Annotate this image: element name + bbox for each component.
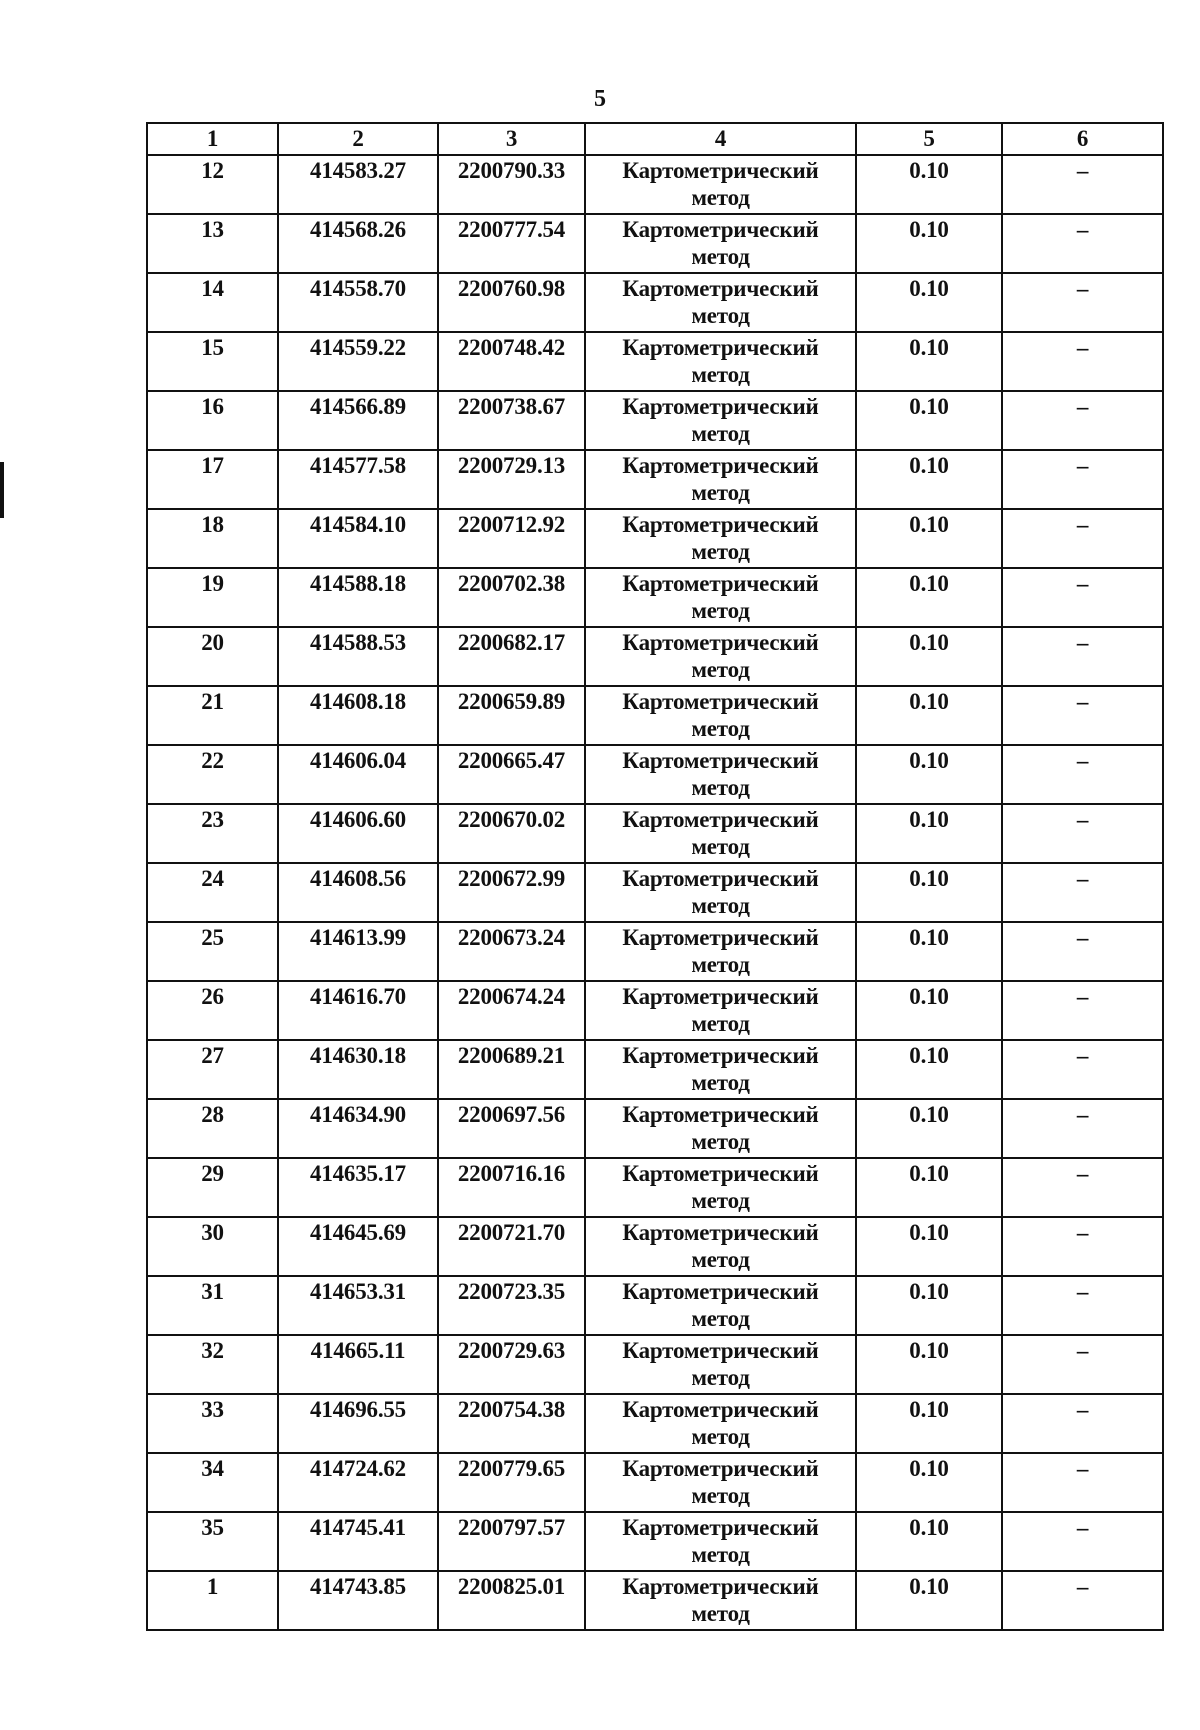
x-coordinate-cell: 414645.69 [278,1217,438,1276]
header-cell-6: 6 [1002,123,1163,155]
x-coordinate-cell: 414588.18 [278,568,438,627]
note-cell: – [1002,804,1163,863]
table-row [147,214,1163,273]
x-coordinate-cell: 414566.89 [278,391,438,450]
accuracy-cell: 0.10 [856,214,1002,273]
method-cell: Картометрический метод [585,214,856,273]
accuracy-cell: 0.10 [856,450,1002,509]
method-cell: Картометрический метод [585,450,856,509]
note-cell: – [1002,1512,1163,1571]
y-coordinate-cell: 2200721.70 [438,1217,585,1276]
y-coordinate-cell: 2200682.17 [438,627,585,686]
note-cell: – [1002,155,1163,214]
table-row [147,568,1163,627]
x-coordinate-cell: 414559.22 [278,332,438,391]
note-cell: – [1002,1571,1163,1630]
x-coordinate-cell: 414724.62 [278,1453,438,1512]
note-cell: – [1002,1217,1163,1276]
table-body [147,155,1163,1630]
accuracy-cell: 0.10 [856,332,1002,391]
x-coordinate-cell: 414584.10 [278,509,438,568]
accuracy-cell: 0.10 [856,804,1002,863]
accuracy-cell: 0.10 [856,155,1002,214]
header-cell-3: 3 [438,123,585,155]
method-cell: Картометрический метод [585,1217,856,1276]
method-cell: Картометрический метод [585,745,856,804]
y-coordinate-cell: 2200697.56 [438,1099,585,1158]
method-cell: Картометрический метод [585,804,856,863]
accuracy-cell: 0.10 [856,391,1002,450]
page-number: 5 [594,86,606,112]
table-row [147,686,1163,745]
accuracy-cell: 0.10 [856,745,1002,804]
note-cell: – [1002,745,1163,804]
point-number-cell: 33 [147,1394,278,1453]
point-number-cell: 35 [147,1512,278,1571]
accuracy-cell: 0.10 [856,509,1002,568]
y-coordinate-cell: 2200712.92 [438,509,585,568]
y-coordinate-cell: 2200665.47 [438,745,585,804]
note-cell: – [1002,273,1163,332]
table-row [147,627,1163,686]
x-coordinate-cell: 414583.27 [278,155,438,214]
y-coordinate-cell: 2200674.24 [438,981,585,1040]
table-row [147,391,1163,450]
table-row [147,1158,1163,1217]
x-coordinate-cell: 414606.60 [278,804,438,863]
y-coordinate-cell: 2200729.63 [438,1335,585,1394]
x-coordinate-cell: 414653.31 [278,1276,438,1335]
y-coordinate-cell: 2200673.24 [438,922,585,981]
y-coordinate-cell: 2200659.89 [438,686,585,745]
accuracy-cell: 0.10 [856,1158,1002,1217]
x-coordinate-cell: 414558.70 [278,273,438,332]
coordinates-table [146,122,1164,1631]
point-number-cell: 32 [147,1335,278,1394]
point-number-cell: 26 [147,981,278,1040]
x-coordinate-cell: 414606.04 [278,745,438,804]
x-coordinate-cell: 414635.17 [278,1158,438,1217]
table-row [147,509,1163,568]
y-coordinate-cell: 2200723.35 [438,1276,585,1335]
table-row [147,863,1163,922]
x-coordinate-cell: 414743.85 [278,1571,438,1630]
method-cell: Картометрический метод [585,981,856,1040]
x-coordinate-cell: 414568.26 [278,214,438,273]
point-number-cell: 16 [147,391,278,450]
method-cell: Картометрический метод [585,568,856,627]
x-coordinate-cell: 414616.70 [278,981,438,1040]
x-coordinate-cell: 414665.11 [278,1335,438,1394]
accuracy-cell: 0.10 [856,1276,1002,1335]
point-number-cell: 23 [147,804,278,863]
y-coordinate-cell: 2200702.38 [438,568,585,627]
note-cell: – [1002,450,1163,509]
table-row [147,804,1163,863]
point-number-cell: 1 [147,1571,278,1630]
table-row [147,332,1163,391]
point-number-cell: 22 [147,745,278,804]
accuracy-cell: 0.10 [856,981,1002,1040]
note-cell: – [1002,863,1163,922]
point-number-cell: 12 [147,155,278,214]
method-cell: Картометрический метод [585,1394,856,1453]
note-cell: – [1002,1040,1163,1099]
table-row [147,1512,1163,1571]
x-coordinate-cell: 414577.58 [278,450,438,509]
accuracy-cell: 0.10 [856,686,1002,745]
point-number-cell: 20 [147,627,278,686]
note-cell: – [1002,1394,1163,1453]
point-number-cell: 34 [147,1453,278,1512]
note-cell: – [1002,509,1163,568]
method-cell: Картометрический метод [585,686,856,745]
method-cell: Картометрический метод [585,391,856,450]
table-row [147,1453,1163,1512]
note-cell: – [1002,391,1163,450]
accuracy-cell: 0.10 [856,863,1002,922]
note-cell: – [1002,981,1163,1040]
header-cell-2: 2 [278,123,438,155]
y-coordinate-cell: 2200779.65 [438,1453,585,1512]
note-cell: – [1002,922,1163,981]
point-number-cell: 14 [147,273,278,332]
table-row [147,1217,1163,1276]
table-row [147,981,1163,1040]
note-cell: – [1002,1158,1163,1217]
method-cell: Картометрический метод [585,1453,856,1512]
y-coordinate-cell: 2200777.54 [438,214,585,273]
method-cell: Картометрический метод [585,1099,856,1158]
table-row [147,922,1163,981]
point-number-cell: 30 [147,1217,278,1276]
x-coordinate-cell: 414745.41 [278,1512,438,1571]
x-coordinate-cell: 414613.99 [278,922,438,981]
point-number-cell: 27 [147,1040,278,1099]
table-row [147,450,1163,509]
point-number-cell: 29 [147,1158,278,1217]
accuracy-cell: 0.10 [856,627,1002,686]
margin-mark [0,462,4,518]
point-number-cell: 21 [147,686,278,745]
accuracy-cell: 0.10 [856,1040,1002,1099]
accuracy-cell: 0.10 [856,1335,1002,1394]
y-coordinate-cell: 2200689.21 [438,1040,585,1099]
accuracy-cell: 0.10 [856,568,1002,627]
accuracy-cell: 0.10 [856,922,1002,981]
accuracy-cell: 0.10 [856,1099,1002,1158]
y-coordinate-cell: 2200729.13 [438,450,585,509]
x-coordinate-cell: 414634.90 [278,1099,438,1158]
y-coordinate-cell: 2200790.33 [438,155,585,214]
y-coordinate-cell: 2200748.42 [438,332,585,391]
accuracy-cell: 0.10 [856,1571,1002,1630]
x-coordinate-cell: 414608.56 [278,863,438,922]
table-row [147,1276,1163,1335]
note-cell: – [1002,1453,1163,1512]
table-row [147,745,1163,804]
method-cell: Картометрический метод [585,1276,856,1335]
point-number-cell: 31 [147,1276,278,1335]
y-coordinate-cell: 2200670.02 [438,804,585,863]
point-number-cell: 18 [147,509,278,568]
table-row [147,1040,1163,1099]
accuracy-cell: 0.10 [856,1512,1002,1571]
header-row [147,123,1163,155]
point-number-cell: 19 [147,568,278,627]
y-coordinate-cell: 2200797.57 [438,1512,585,1571]
note-cell: – [1002,1099,1163,1158]
note-cell: – [1002,627,1163,686]
note-cell: – [1002,1276,1163,1335]
y-coordinate-cell: 2200672.99 [438,863,585,922]
method-cell: Картометрический метод [585,332,856,391]
y-coordinate-cell: 2200760.98 [438,273,585,332]
table-header [147,123,1163,155]
note-cell: – [1002,332,1163,391]
table-row [147,1335,1163,1394]
method-cell: Картометрический метод [585,1335,856,1394]
method-cell: Картометрический метод [585,863,856,922]
header-cell-5: 5 [856,123,1002,155]
y-coordinate-cell: 2200825.01 [438,1571,585,1630]
x-coordinate-cell: 414630.18 [278,1040,438,1099]
y-coordinate-cell: 2200754.38 [438,1394,585,1453]
header-cell-1: 1 [147,123,278,155]
method-cell: Картометрический метод [585,155,856,214]
accuracy-cell: 0.10 [856,1453,1002,1512]
point-number-cell: 28 [147,1099,278,1158]
method-cell: Картометрический метод [585,627,856,686]
accuracy-cell: 0.10 [856,1217,1002,1276]
table-row [147,1571,1163,1630]
y-coordinate-cell: 2200738.67 [438,391,585,450]
method-cell: Картометрический метод [585,1040,856,1099]
note-cell: – [1002,1335,1163,1394]
header-cell-4: 4 [585,123,856,155]
point-number-cell: 13 [147,214,278,273]
accuracy-cell: 0.10 [856,273,1002,332]
method-cell: Картометрический метод [585,1158,856,1217]
method-cell: Картометрический метод [585,922,856,981]
x-coordinate-cell: 414588.53 [278,627,438,686]
point-number-cell: 15 [147,332,278,391]
point-number-cell: 24 [147,863,278,922]
x-coordinate-cell: 414696.55 [278,1394,438,1453]
x-coordinate-cell: 414608.18 [278,686,438,745]
y-coordinate-cell: 2200716.16 [438,1158,585,1217]
point-number-cell: 25 [147,922,278,981]
note-cell: – [1002,686,1163,745]
accuracy-cell: 0.10 [856,1394,1002,1453]
table-row [147,1394,1163,1453]
point-number-cell: 17 [147,450,278,509]
note-cell: – [1002,568,1163,627]
method-cell: Картометрический метод [585,1571,856,1630]
note-cell: – [1002,214,1163,273]
table-row [147,1099,1163,1158]
method-cell: Картометрический метод [585,273,856,332]
table-row [147,155,1163,214]
table-row [147,273,1163,332]
method-cell: Картометрический метод [585,1512,856,1571]
method-cell: Картометрический метод [585,509,856,568]
